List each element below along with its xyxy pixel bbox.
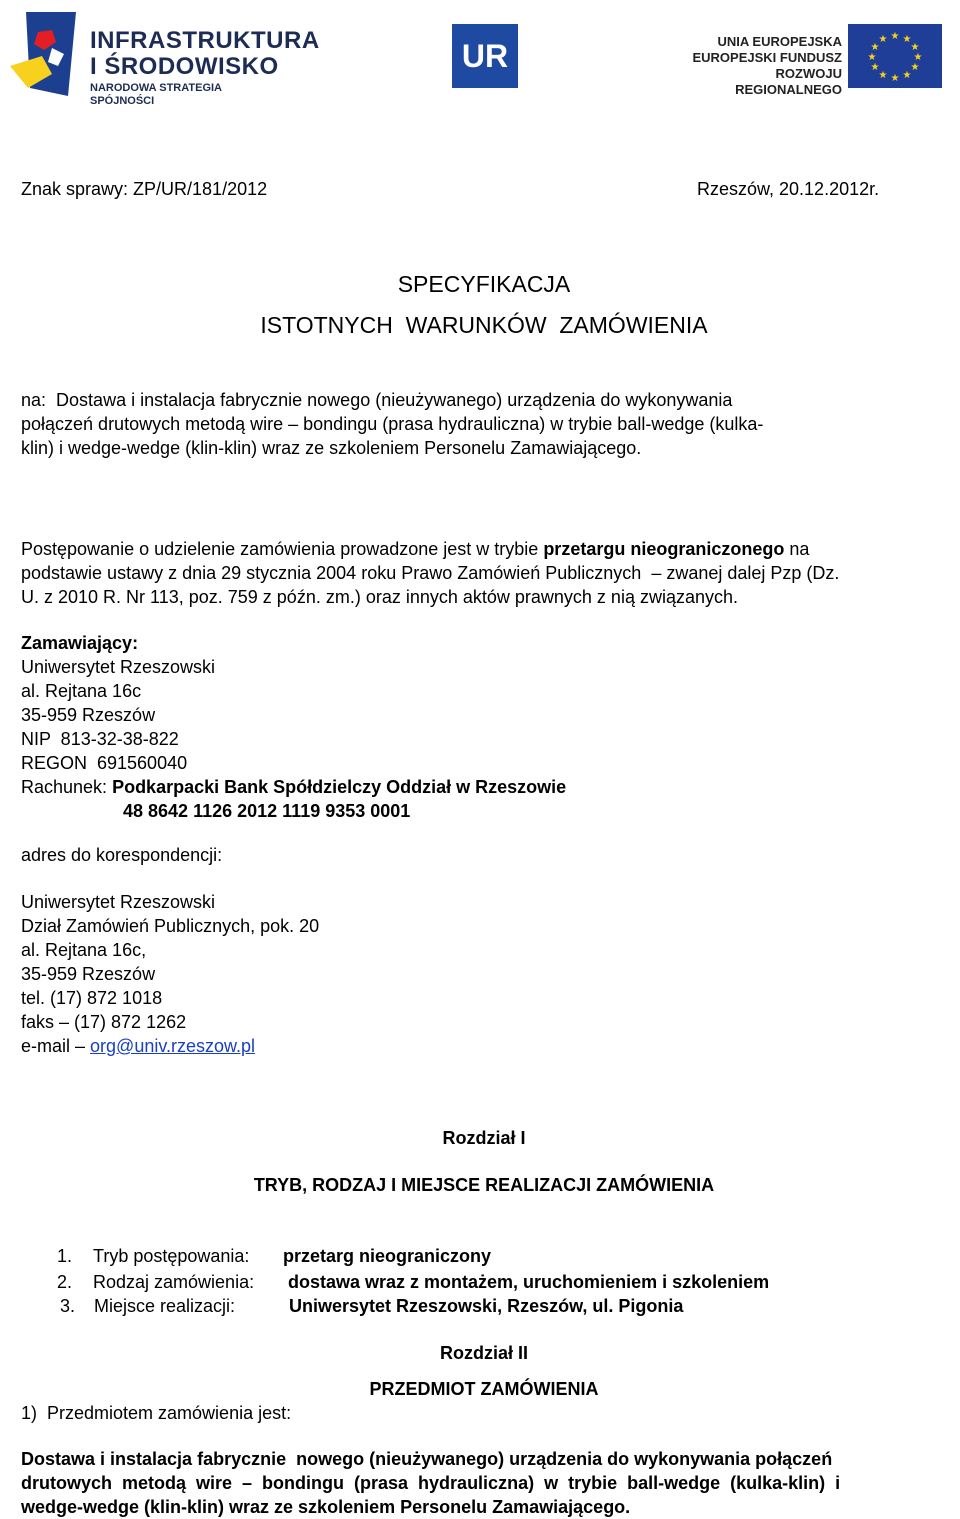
correspondence-address [21, 890, 951, 1058]
procedure-line3: U. z 2010 R. Nr 113, poz. 759 z późn. zm.) oraz innych aktów prawnych z nią związanych. [21, 587, 738, 607]
item-value: dostawa wraz z montażem, uruchomieniem i szkoleniem [288, 1272, 770, 1292]
chapter2-heading: PRZEDMIOT ZAMÓWIENIA [369, 1379, 599, 1399]
procedure [21, 537, 951, 609]
chapter2-para-line1: Dostawa i instalacja fabrycznie nowego (nieużywanego) urządzenia do wykonywania połączeń [21, 1449, 833, 1469]
correspondence-fax: faks – (17) 872 1262 [21, 1012, 187, 1032]
logo-infrastruktura [8, 8, 320, 107]
contracting-regon: REGON 691560040 [21, 753, 188, 773]
correspondence-city: 35-959 Rzeszów [21, 964, 156, 984]
item-label: Rodzaj zamówienia: [93, 1272, 255, 1292]
subject-line2: połączeń drutowych metodą wire – bondingu (prasa hydrauliczna) w trybie ball-wedge (kulka- [21, 414, 764, 434]
chapter1-item-1 [57, 1244, 491, 1268]
chapter2-title: Rozdział II [439, 1343, 528, 1363]
eu-flag-icon [848, 24, 942, 88]
bank-name: Podkarpacki Bank Spółdzielczy Oddział w Rzeszowie [112, 777, 567, 797]
svg-text:★: ★ [913, 52, 923, 63]
contracting-city: 35-959 Rzeszów [21, 705, 156, 725]
svg-text:★: ★ [902, 70, 912, 81]
logo-right-line2: EUROPEJSKI FUNDUSZ [692, 50, 842, 65]
procedure-line1 [21, 537, 951, 561]
svg-text:★: ★ [890, 73, 900, 84]
logo-right-line3: ROZWOJU REGIONALNEGO [735, 66, 842, 97]
subject-text-line1: Dostawa i instalacja fabrycznie nowego (nieużywanego) urządzenia do wykonywania [56, 390, 733, 410]
svg-text:★: ★ [867, 52, 877, 63]
correspondence-street: al. Rejtana 16c, [21, 940, 147, 960]
chapter2-paragraph [21, 1447, 951, 1519]
subject [21, 388, 951, 460]
logo-left-line2: I ŚRODOWISKO [90, 53, 279, 80]
case-number: Znak sprawy: ZP/UR/181/2012 [21, 179, 268, 199]
svg-text:★: ★ [870, 42, 880, 53]
chapter2-item1: 1) Przedmiotem zamówienia jest: [21, 1403, 292, 1423]
contracting-authority [21, 631, 951, 823]
account-number: 48 8642 1126 2012 1119 9353 0001 [123, 801, 411, 821]
item-number: 1. [57, 1246, 73, 1266]
procedure-mode: przetargu nieograniczonego [543, 539, 785, 559]
contracting-heading: Zamawiający: [21, 633, 139, 653]
item-number: 2. [57, 1272, 73, 1292]
email-label: e-mail – [21, 1036, 91, 1056]
chapter1-item-2 [57, 1270, 769, 1294]
subject-line1 [21, 388, 951, 412]
svg-text:★: ★ [902, 34, 912, 45]
chapter2-para-line2: drutowych metodą wire – bondingu (prasa hydrauliczna) w trybie ball-wedge (kulka-klin) i [21, 1473, 841, 1493]
procedure-text-c: na [784, 539, 810, 559]
contracting-street: al. Rejtana 16c [21, 681, 142, 701]
account-label: Rachunek: [21, 777, 113, 797]
correspondence-tel: tel. (17) 872 1018 [21, 988, 163, 1008]
logo-left-line3: NARODOWA STRATEGIA SPÓJNOŚCI [90, 82, 222, 107]
procedure-line2: podstawie ustawy z dnia 29 stycznia 2004 roku Prawo Zamówień Publicznych – zwanej dalej Pzp (Dz. [21, 563, 840, 583]
procedure-text-a: Postępowanie o udzielenie zamówienia prowadzone jest w trybie [21, 539, 544, 559]
svg-text:★: ★ [870, 62, 880, 73]
correspondence-heading: adres do korespondencji: [21, 845, 223, 865]
correspondence-name: Uniwersytet Rzeszowski [21, 892, 216, 912]
logo-eu [680, 24, 944, 97]
subject-prefix: na: [21, 390, 47, 410]
contracting-name: Uniwersytet Rzeszowski [21, 657, 216, 677]
contracting-account [21, 775, 951, 799]
svg-text:★: ★ [890, 31, 900, 42]
chapter2-para-line3: wedge-wedge (klin-klin) wraz ze szkoleniem Personelu Zamawiającego. [21, 1497, 631, 1517]
svg-text:★: ★ [878, 70, 888, 81]
title-line1: SPECYFIKACJA [397, 271, 571, 297]
svg-text:★: ★ [878, 34, 888, 45]
place-date: Rzeszów, 20.12.2012r. [697, 179, 880, 199]
ur-mark: UR [461, 38, 509, 74]
contracting-nip: NIP 813-32-38-822 [21, 729, 179, 749]
email-link[interactable]: org@univ.rzeszow.pl [90, 1036, 256, 1056]
item-number: 3. [60, 1296, 76, 1316]
infrastruktura-emblem-icon [8, 8, 84, 98]
logo-left-line1: INFRASTRUKTURA [90, 27, 320, 54]
title-line2: ISTOTNYCH WARUNKÓW ZAMÓWIENIA [260, 312, 708, 338]
item-value: Uniwersytet Rzeszowski, Rzeszów, ul. Pigonia [289, 1296, 684, 1316]
subject-line3: klin) i wedge-wedge (klin-klin) wraz ze szkoleniem Personelu Zamawiającego. [21, 438, 642, 458]
correspondence-department: Dział Zamówień Publicznych, pok. 20 [21, 916, 320, 936]
logo-ur [452, 24, 518, 88]
chapter1-title: Rozdział I [442, 1128, 526, 1148]
item-label: Miejsce realizacji: [94, 1296, 236, 1316]
logo-right-line1: UNIA EUROPEJSKA [717, 34, 842, 49]
chapter1-item-3 [60, 1294, 683, 1318]
chapter1-heading: TRYB, RODZAJ I MIEJSCE REALIZACJI ZAMÓWIENIA [253, 1175, 715, 1195]
svg-text:★: ★ [910, 62, 920, 73]
item-value: przetarg nieograniczony [283, 1246, 492, 1266]
svg-text:★: ★ [910, 42, 920, 53]
correspondence-email-row [21, 1034, 951, 1058]
item-label: Tryb postępowania: [93, 1246, 250, 1266]
